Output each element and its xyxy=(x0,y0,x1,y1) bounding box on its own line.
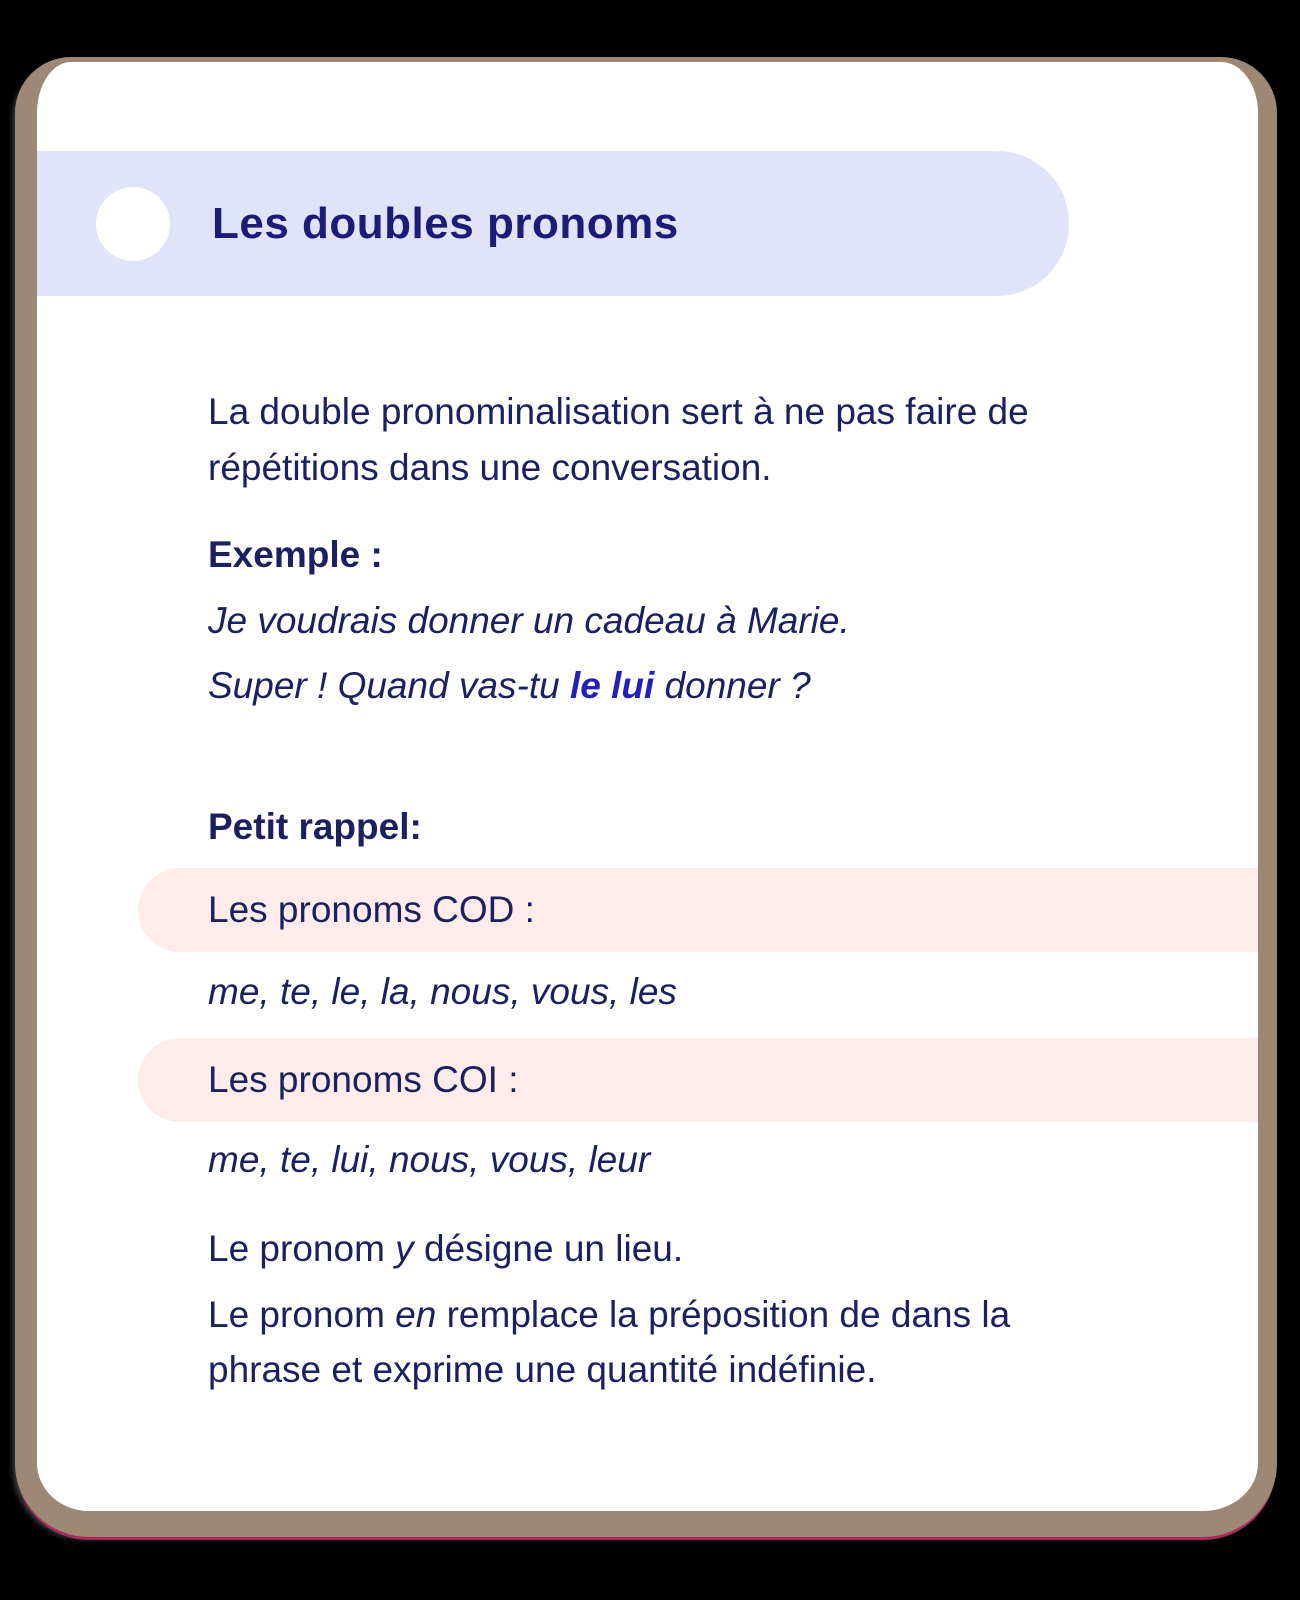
pronoun-y-note: Le pronom y désigne un lieu. xyxy=(208,1228,684,1269)
example-sentence-2: Super ! Quand vas-tu le lui donner ? xyxy=(208,665,811,706)
intro-paragraph: La double pronominalisation sert à ne pas faire de répétitions dans une conversation. xyxy=(208,391,1029,488)
coi-header-band xyxy=(138,1038,1258,1122)
cod-pronoun-list: me, te, le, la, nous, vous, les xyxy=(208,971,677,1012)
cod-header-band xyxy=(138,868,1258,952)
cod-header: Les pronoms COD : xyxy=(208,889,535,930)
lesson-card xyxy=(15,57,1277,1537)
title-banner xyxy=(37,151,1069,296)
example-sentence-1: Je voudrais donner un cadeau à Marie. xyxy=(208,599,850,641)
example-label: Exemple : xyxy=(208,534,383,575)
bullet-circle-icon xyxy=(96,187,170,261)
recap-label: Petit rappel: xyxy=(208,805,422,847)
pronoun-en-note: Le pronom en remplace la préposition de dans la phrase et exprime une quantité indéfinie. xyxy=(208,1293,1011,1390)
coi-pronoun-list: me, te, lui, nous, vous, leur xyxy=(208,1138,651,1180)
coi-header: Les pronoms COI : xyxy=(208,1058,519,1100)
page-title: Les doubles pronoms xyxy=(212,198,679,248)
